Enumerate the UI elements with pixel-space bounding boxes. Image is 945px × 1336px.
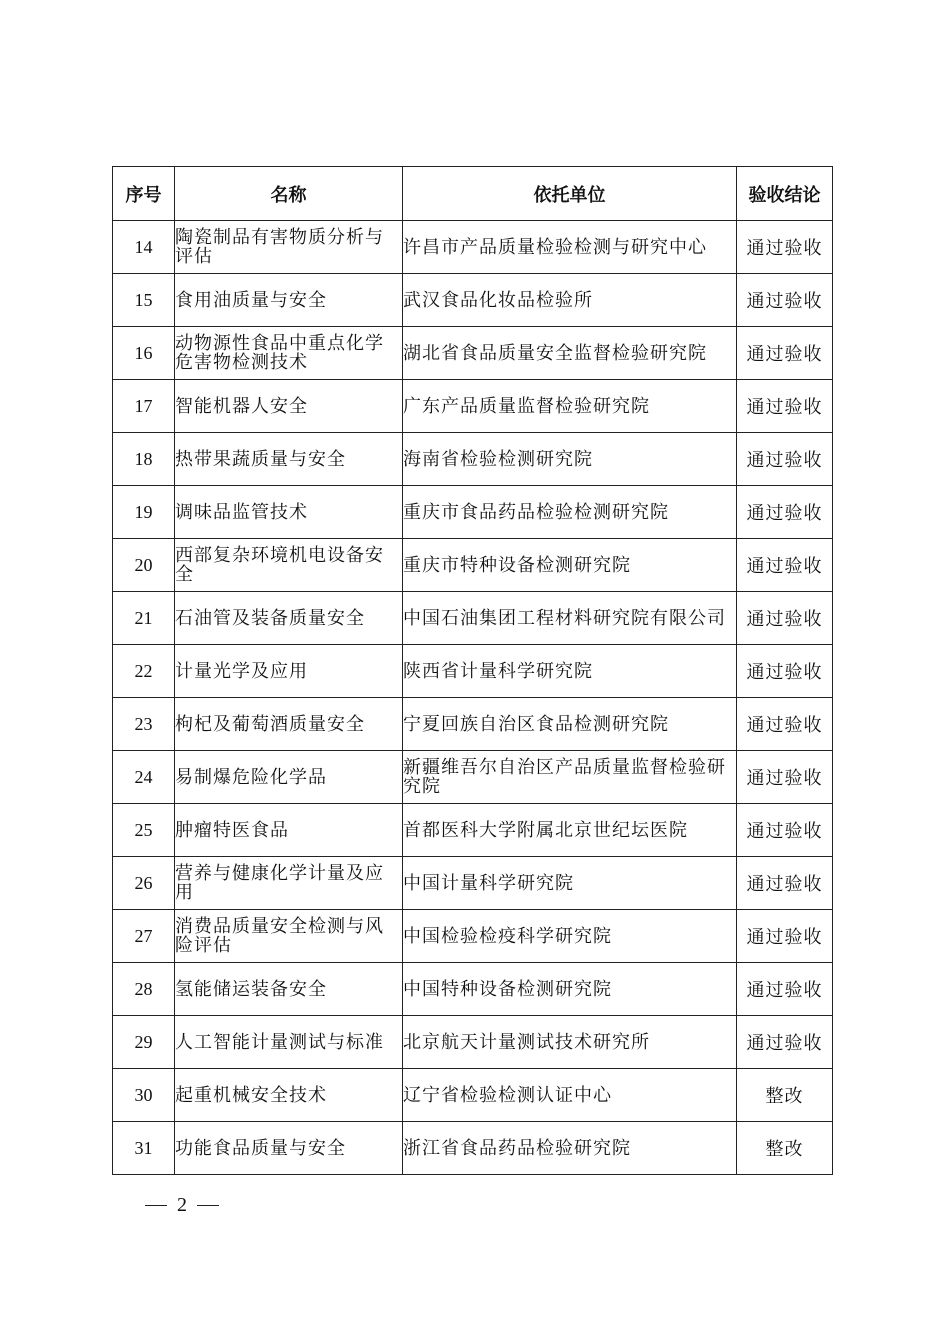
row-unit: 重庆市特种设备检测研究院 (403, 539, 737, 592)
row-result: 整改 (737, 1069, 833, 1122)
row-unit: 陕西省计量科学研究院 (403, 645, 737, 698)
table-row (113, 1069, 833, 1122)
row-number: 24 (113, 751, 175, 804)
table-row (113, 274, 833, 327)
row-number: 22 (113, 645, 175, 698)
row-result: 通过验收 (737, 380, 833, 433)
row-unit: 湖北省食品质量安全监督检验研究院 (403, 327, 737, 380)
header-number: 序号 (113, 167, 175, 221)
row-result: 通过验收 (737, 645, 833, 698)
row-number: 25 (113, 804, 175, 857)
row-name: 营养与健康化学计量及应用 (175, 857, 403, 910)
row-unit: 浙江省食品药品检验研究院 (403, 1122, 737, 1175)
row-number: 28 (113, 963, 175, 1016)
row-number: 17 (113, 380, 175, 433)
row-result: 通过验收 (737, 539, 833, 592)
row-name: 计量光学及应用 (175, 645, 403, 698)
row-unit: 中国检验检疫科学研究院 (403, 910, 737, 963)
row-name: 功能食品质量与安全 (175, 1122, 403, 1175)
page-number-left-dash (145, 1205, 167, 1207)
row-result: 通过验收 (737, 1016, 833, 1069)
table-row (113, 486, 833, 539)
row-result: 通过验收 (737, 857, 833, 910)
row-number: 27 (113, 910, 175, 963)
row-unit: 中国石油集团工程材料研究院有限公司 (403, 592, 737, 645)
row-unit: 中国计量科学研究院 (403, 857, 737, 910)
header-result: 验收结论 (737, 167, 833, 221)
table-row (113, 539, 833, 592)
row-name: 调味品监管技术 (175, 486, 403, 539)
row-name: 易制爆危险化学品 (175, 751, 403, 804)
acceptance-results-table (112, 166, 833, 1175)
table-row (113, 857, 833, 910)
row-unit: 辽宁省检验检测认证中心 (403, 1069, 737, 1122)
row-number: 14 (113, 221, 175, 274)
row-unit: 重庆市食品药品检验检测研究院 (403, 486, 737, 539)
row-result: 通过验收 (737, 751, 833, 804)
row-name: 氢能储运装备安全 (175, 963, 403, 1016)
row-name: 智能机器人安全 (175, 380, 403, 433)
row-number: 16 (113, 327, 175, 380)
row-unit: 中国特种设备检测研究院 (403, 963, 737, 1016)
row-unit: 宁夏回族自治区食品检测研究院 (403, 698, 737, 751)
row-result: 通过验收 (737, 698, 833, 751)
row-unit: 北京航天计量测试技术研究所 (403, 1016, 737, 1069)
row-number: 20 (113, 539, 175, 592)
table-body (113, 221, 833, 1175)
row-number: 26 (113, 857, 175, 910)
table-row (113, 1122, 833, 1175)
row-unit: 首都医科大学附属北京世纪坛医院 (403, 804, 737, 857)
row-name: 热带果蔬质量与安全 (175, 433, 403, 486)
table-header-row (113, 167, 833, 221)
row-name: 陶瓷制品有害物质分析与评估 (175, 221, 403, 274)
row-name: 石油管及装备质量安全 (175, 592, 403, 645)
row-name: 食用油质量与安全 (175, 274, 403, 327)
header-unit: 依托单位 (403, 167, 737, 221)
table-row (113, 592, 833, 645)
row-number: 23 (113, 698, 175, 751)
row-result: 通过验收 (737, 910, 833, 963)
row-number: 30 (113, 1069, 175, 1122)
page-footer (145, 1194, 219, 1217)
row-unit: 武汉食品化妆品检验所 (403, 274, 737, 327)
row-name: 起重机械安全技术 (175, 1069, 403, 1122)
row-number: 21 (113, 592, 175, 645)
row-name: 肿瘤特医食品 (175, 804, 403, 857)
row-result: 通过验收 (737, 804, 833, 857)
page-number-right-dash (197, 1205, 219, 1207)
table-row (113, 698, 833, 751)
table-row (113, 645, 833, 698)
row-number: 31 (113, 1122, 175, 1175)
row-unit: 海南省检验检测研究院 (403, 433, 737, 486)
table-row (113, 433, 833, 486)
row-number: 19 (113, 486, 175, 539)
table-row (113, 910, 833, 963)
row-result: 通过验收 (737, 433, 833, 486)
table-row (113, 1016, 833, 1069)
row-unit: 新疆维吾尔自治区产品质量监督检验研究院 (403, 751, 737, 804)
row-result: 通过验收 (737, 274, 833, 327)
row-result: 通过验收 (737, 221, 833, 274)
row-number: 29 (113, 1016, 175, 1069)
row-name: 动物源性食品中重点化学危害物检测技术 (175, 327, 403, 380)
row-name: 枸杞及葡萄酒质量安全 (175, 698, 403, 751)
row-unit: 许昌市产品质量检验检测与研究中心 (403, 221, 737, 274)
header-name: 名称 (175, 167, 403, 221)
page-number: 2 (177, 1194, 187, 1216)
row-number: 18 (113, 433, 175, 486)
table-row (113, 751, 833, 804)
table-row (113, 380, 833, 433)
row-name: 西部复杂环境机电设备安全 (175, 539, 403, 592)
row-result: 通过验收 (737, 963, 833, 1016)
row-name: 人工智能计量测试与标准 (175, 1016, 403, 1069)
row-result: 通过验收 (737, 327, 833, 380)
row-result: 通过验收 (737, 592, 833, 645)
table-row (113, 327, 833, 380)
row-number: 15 (113, 274, 175, 327)
table-row (113, 221, 833, 274)
row-result: 通过验收 (737, 486, 833, 539)
table-row (113, 963, 833, 1016)
table-row (113, 804, 833, 857)
row-name: 消费品质量安全检测与风险评估 (175, 910, 403, 963)
row-unit: 广东产品质量监督检验研究院 (403, 380, 737, 433)
row-result: 整改 (737, 1122, 833, 1175)
